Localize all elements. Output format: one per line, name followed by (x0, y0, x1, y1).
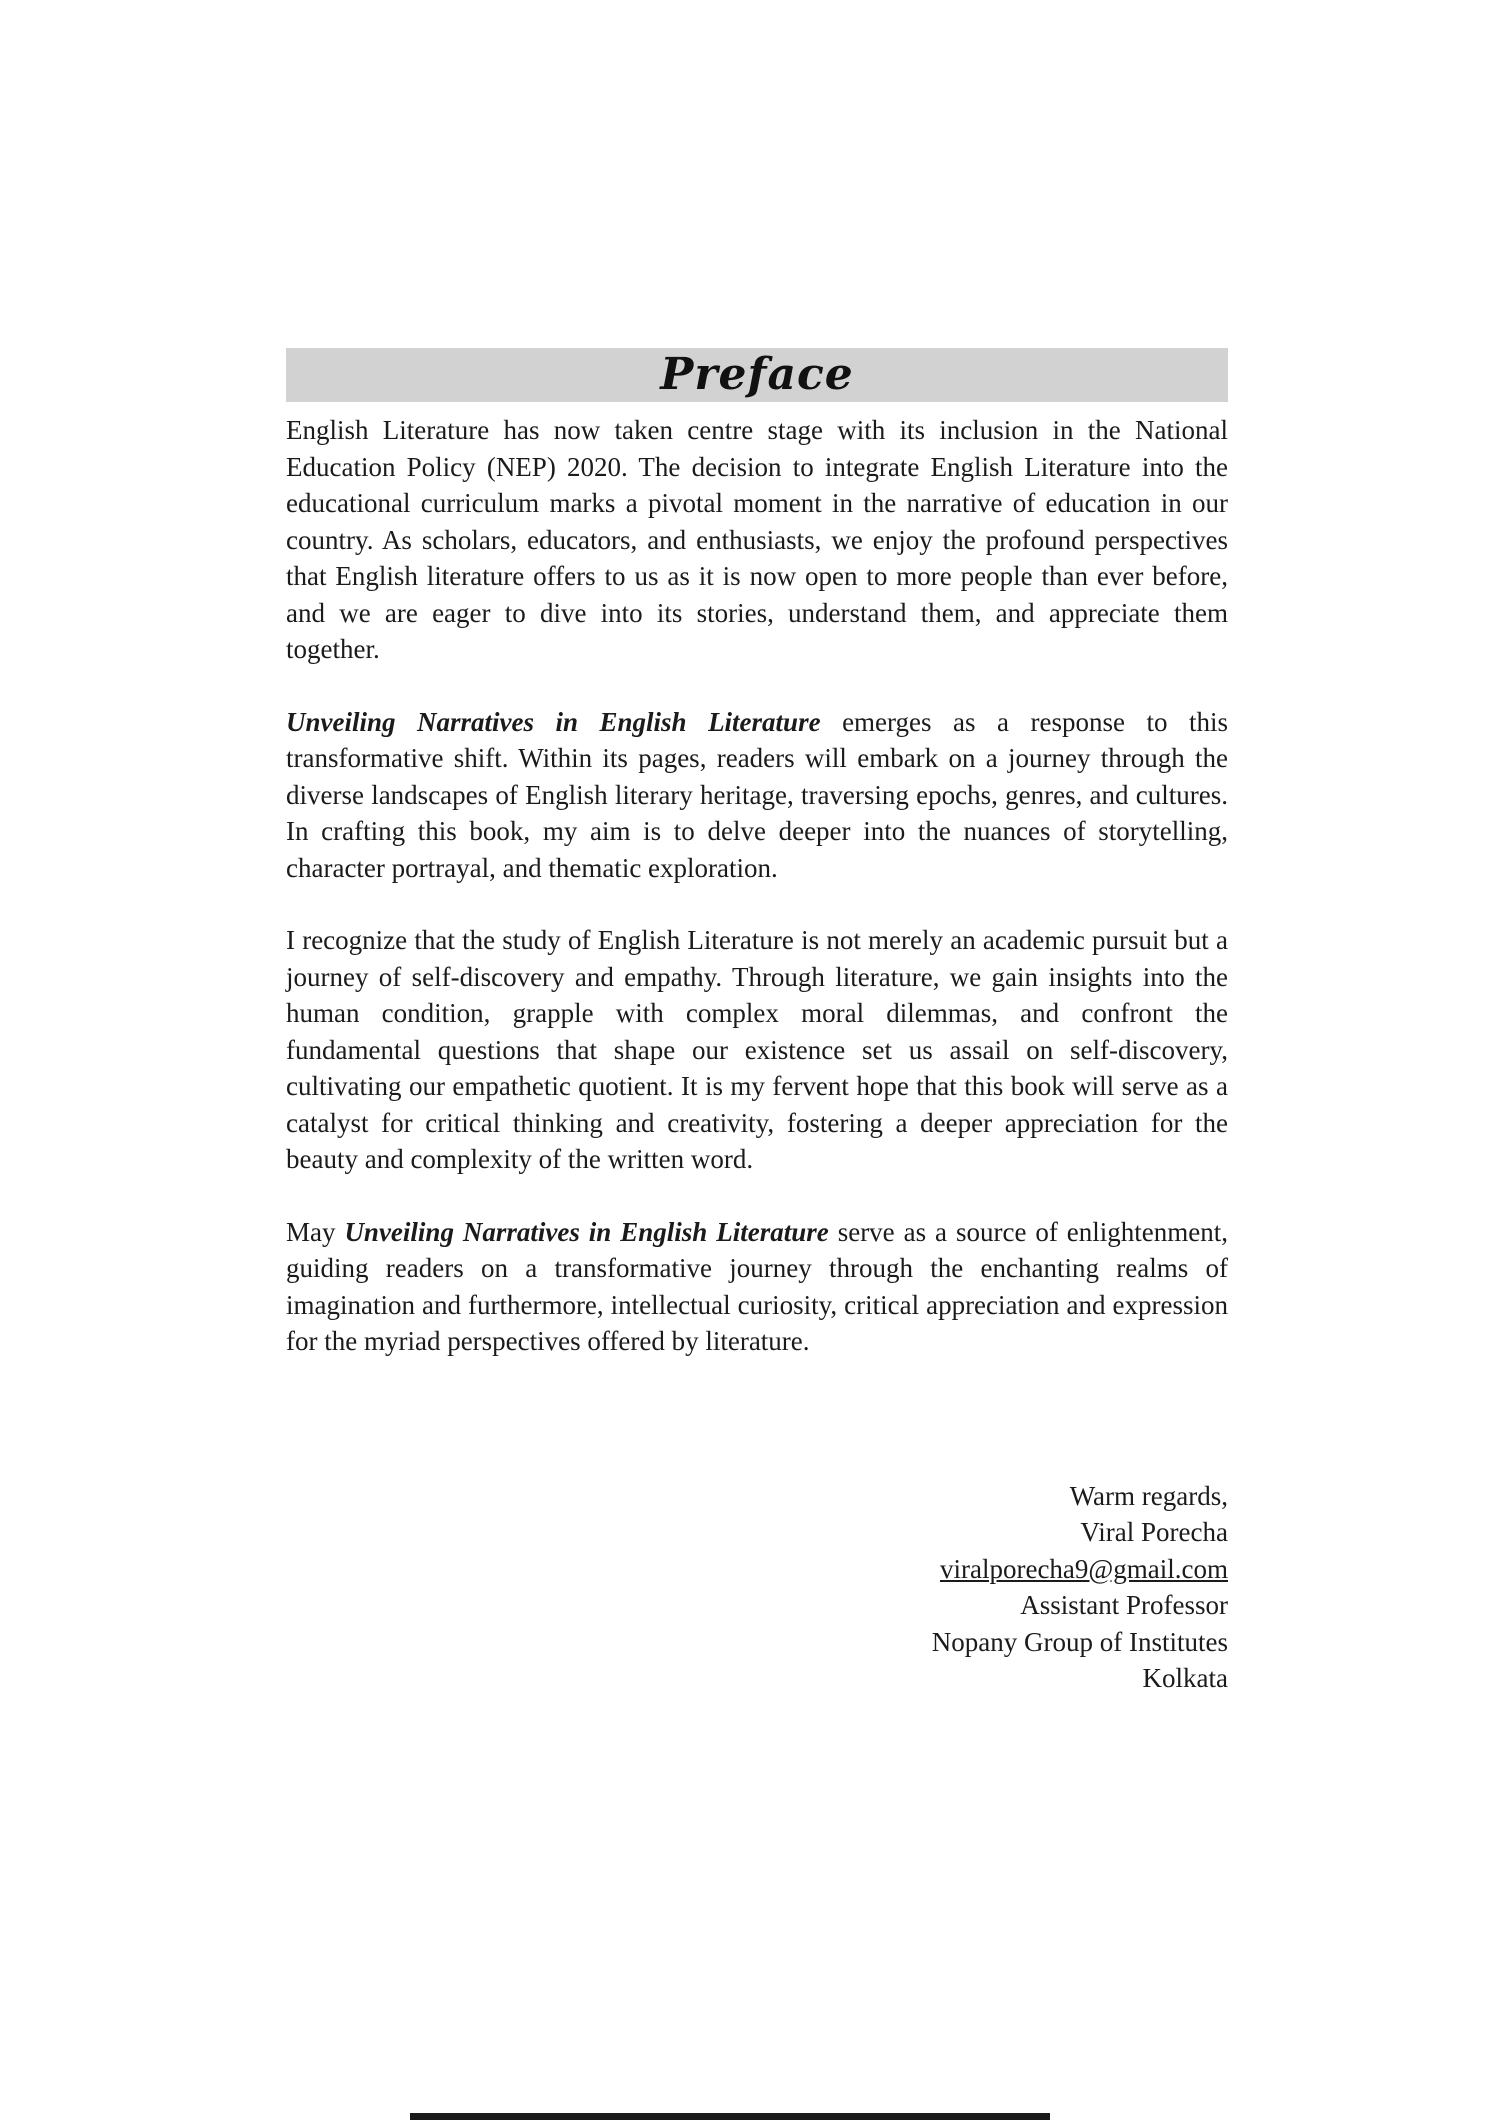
preface-paragraph (286, 922, 1228, 1178)
text-run: May (286, 1216, 345, 1247)
title-banner (286, 348, 1228, 402)
text-run: emerges as a response to this transformative shift. Within its pages, readers will embark on a journey through the diverse landscapes of English literary heritage, traversing epochs, genres, and cultures. In crafting this book, my aim is to delve deeper into the nuances of storytelling, character portrayal, and thematic exploration. (286, 706, 1228, 883)
page-title: Preface (660, 349, 854, 400)
text-run: serve as a source of enlightenment, guiding readers on a transformative journey through the enchanting realms of imagination and furthermore, intellectual curiosity, critical appreciation and expression for the myriad perspectives offered by literature. (286, 1216, 1229, 1356)
book-title-run: Unveiling Narratives in English Literature (344, 1216, 829, 1247)
signature-line (286, 1551, 1228, 1588)
email-link[interactable]: viralporecha9@gmail.com (939, 1553, 1228, 1584)
preface-body (286, 412, 1228, 1360)
book-title-run: Unveiling Narratives in English Literature (286, 706, 821, 737)
signature-line: Viral Porecha (1080, 1517, 1228, 1547)
preface-paragraph (286, 412, 1228, 668)
signature-line: Assistant Professor (1020, 1590, 1228, 1620)
signature-block (286, 1478, 1228, 1697)
signature-line: Kolkata (1142, 1663, 1228, 1693)
signature-line: Warm regards, (1069, 1480, 1228, 1511)
page-bottom-mark (410, 2113, 1050, 2120)
preface-page-content (286, 348, 1228, 1697)
text-run: I recognize that the study of English Literature is not merely an academic pursuit but a journey of self-discovery and empathy. Through literature, we gain insights into the human condition, grapple with complex moral dilemmas, and confront the fundamental questions that shape our existence set us assail on self-discovery, cultivating our empathetic quotient. It is my fervent hope that this book will serve as a catalyst for critical thinking and creativity, fostering a deeper appreciation for the beauty and complexity of the written word. (286, 925, 1228, 1174)
preface-paragraph (286, 1214, 1228, 1360)
text-run: English Literature has now taken centre stage with its inclusion in the National Education Policy (NEP) 2020. The decision to integrate English Literature into the educational curriculum marks a pivotal moment in the narrative of education in our country. As scholars, educators, and enthusiasts, we enjoy the profound perspectives that English literature offers to us as it is now open to more people than ever before, and we are eager to dive into its stories, understand them, and appreciate them together. (286, 415, 1228, 664)
preface-paragraph (286, 704, 1228, 887)
signature-line: Nopany Group of Institutes (931, 1626, 1228, 1657)
